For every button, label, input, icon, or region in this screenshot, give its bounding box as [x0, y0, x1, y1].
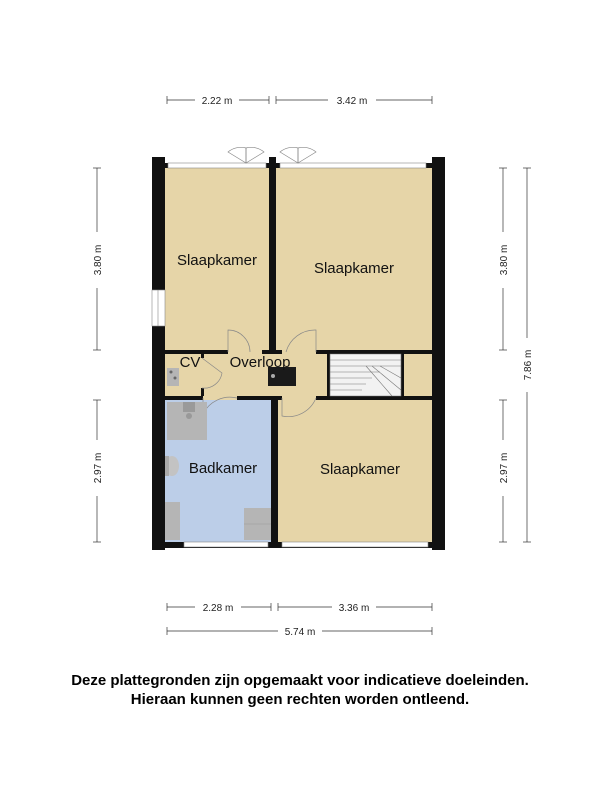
room-label-slaapkamer-top-left: Slaapkamer	[176, 252, 258, 269]
dim-bottom-total: 5.74 m	[284, 627, 316, 638]
dim-left-upper: 3.80 m	[93, 244, 104, 276]
room-label-cv: CV	[179, 354, 201, 371]
window-bottom-left	[184, 542, 268, 547]
stairs-icon	[330, 354, 401, 396]
wall-top-divider	[269, 157, 276, 354]
dim-bottom-left: 2.28 m	[202, 603, 234, 614]
room-floor-slaapkamer-top-right	[276, 168, 432, 350]
dim-left-lower: 2.97 m	[93, 452, 104, 484]
dim-right-lower: 2.97 m	[499, 452, 510, 484]
dim-bottom-right: 3.36 m	[338, 603, 370, 614]
wall-bottom-divider	[271, 396, 278, 546]
disclaimer	[0, 671, 600, 709]
wall-stair-right	[401, 354, 404, 396]
dim-top-left: 2.22 m	[201, 96, 233, 107]
wall-right	[432, 157, 445, 550]
wall-stair-left	[327, 354, 330, 396]
room-label-badkamer: Badkamer	[188, 460, 258, 477]
room-label-slaapkamer-bottom-right: Slaapkamer	[319, 461, 401, 478]
window-top-right	[280, 163, 426, 168]
cv-boiler-icon	[167, 368, 179, 386]
window-bottom-right	[282, 542, 428, 547]
room-label-overloop: Overloop	[229, 354, 291, 371]
wall-left	[152, 157, 165, 550]
window-top-left	[168, 163, 266, 168]
dim-top-right: 3.42 m	[336, 96, 368, 107]
window-left-side	[152, 290, 165, 326]
washbasin-icon	[165, 502, 180, 540]
disclaimer-line-1: Deze plattegronden zijn opgemaakt voor indicatieve doeleinden.	[71, 672, 529, 689]
disclaimer-line-2: Hieraan kunnen geen rechten worden ontleend.	[130, 691, 470, 708]
dim-right-total: 7.86 m	[523, 349, 534, 381]
room-label-slaapkamer-top-right: Slaapkamer	[313, 260, 395, 277]
dim-right-upper: 3.80 m	[499, 244, 510, 276]
